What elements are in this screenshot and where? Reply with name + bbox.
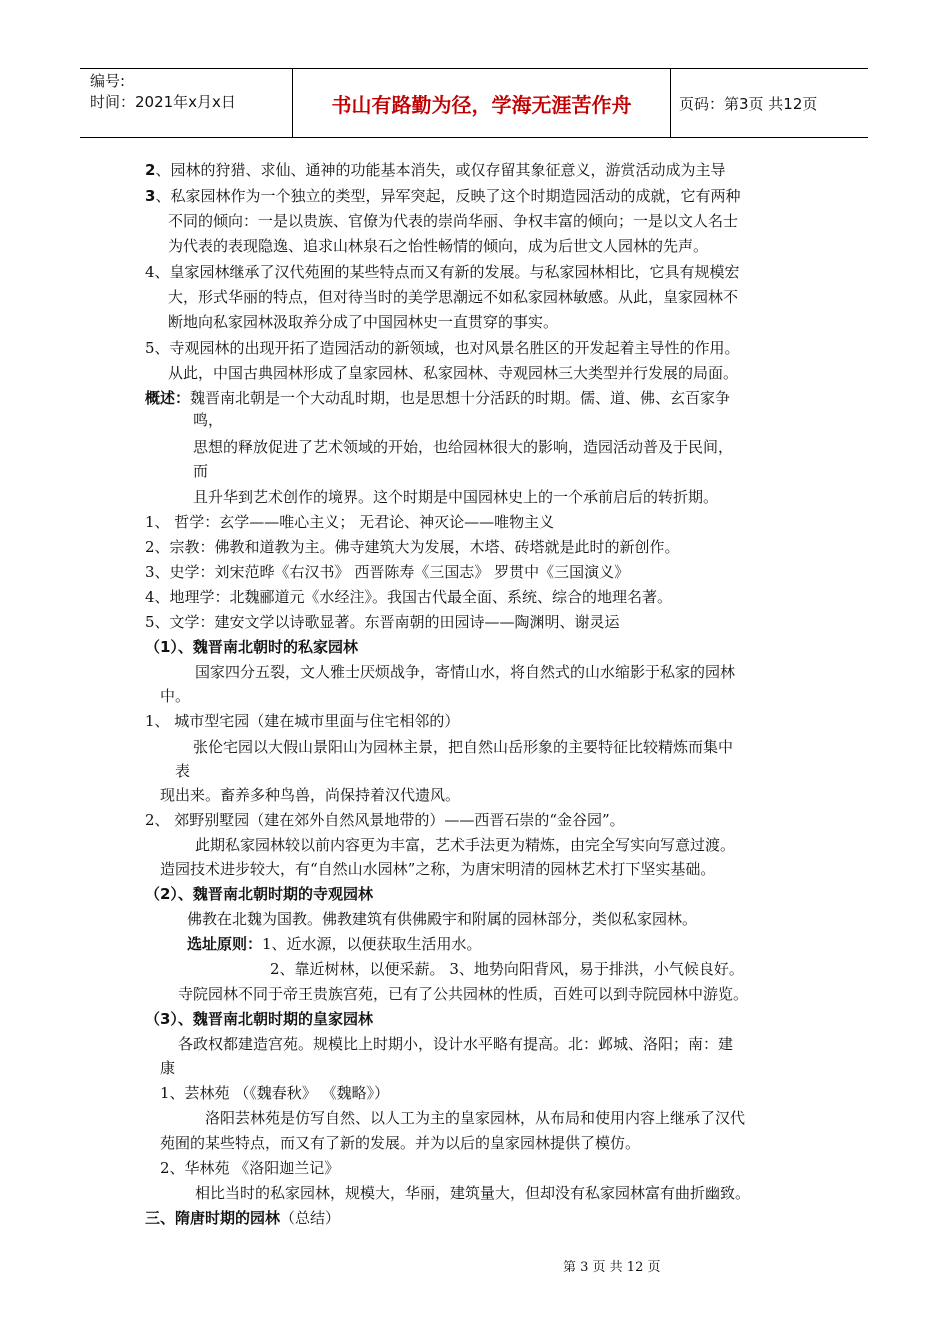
- text-line: 表: [175, 762, 191, 780]
- section-heading: [145, 1208, 340, 1228]
- heading-text: 三、隋唐时期的园林: [145, 1209, 281, 1227]
- section-heading: （3）、魏晋南北朝时期的皇家园林: [145, 1010, 373, 1028]
- text-line: 各政权都建造宫苑。规模比上时期小，设计水平略有提高。北：邺城、洛阳；南：建: [178, 1035, 734, 1053]
- text-line: 佛教在北魏为国教。佛教建筑有供佛殿宇和附属的园林部分，类似私家园林。: [187, 910, 698, 928]
- text-line: 2、靠近树林，以便采薪。 3、地势向阳背风，易于排洪，小气候良好。: [270, 960, 744, 978]
- item-number: 2: [145, 161, 156, 179]
- site-selection-label: 选址原则：: [187, 935, 263, 953]
- text-line: 相比当时的私家园林，规模大，华丽，建筑量大，但却没有私家园林富有曲折幽致。: [195, 1184, 751, 1202]
- text-line: 苑囿的某些特点，而又有了新的发展。并为以后的皇家园林提供了模仿。: [160, 1134, 641, 1152]
- text-line: 4、地理学：北魏郦道元《水经注》。我国古代最全面、系统、综合的地理名著。: [145, 588, 673, 606]
- text-line: 2、 郊野别墅园（建在郊外自然风景地带的）——西晋石崇的“金谷园”。: [145, 811, 625, 829]
- text-line: 不同的倾向：一是以贵族、官僚为代表的崇尚华丽、争权丰富的倾向；一是以文人名士: [168, 212, 739, 230]
- text-line: [145, 388, 730, 408]
- header-page-label: 页码：第3页 共12页: [679, 94, 818, 113]
- text-line: 且升华到艺术创作的境界。这个时期是中国园林史上的一个承前启后的转折期。: [193, 488, 719, 506]
- text-line: 造园技术进步较大，有“自然山水园林”之称，为唐宋明清的园林艺术打下坚实基础。: [160, 860, 716, 878]
- text-line: 而: [193, 462, 209, 480]
- text-line: 现出来。畜养多种鸟兽，尚保持着汉代遗风。: [160, 786, 461, 804]
- text-line: 寺院园林不同于帝王贵族宫苑，已有了公共园林的性质，百姓可以到寺院园林中游览。: [178, 985, 749, 1003]
- line-text: 、园林的狩猎、求仙、通神的功能基本消失，或仅存留其象征意义，游赏活动成为主导: [155, 161, 726, 179]
- text-line: 2、华林苑 《洛阳迦兰记》: [160, 1159, 340, 1177]
- text-line: [145, 186, 740, 206]
- item-number: 3: [145, 187, 156, 205]
- text-line: 张伦宅园以大假山景阳山为园林主景，把自然山岳形象的主要特征比较精炼而集中: [193, 738, 734, 756]
- heading-suffix: （总结）: [280, 1209, 341, 1227]
- text-line: 5、寺观园林的出现开拓了造园活动的新领域，也对风景名胜区的开发起着主导性的作用。: [145, 339, 740, 357]
- text-line: 5、文学：建安文学以诗歌显著。东晋南朝的田园诗——陶渊明、谢灵运: [145, 613, 620, 631]
- text-line: 思想的释放促进了艺术领域的开始，也给园林很大的影响，造园活动普及于民间，: [193, 438, 734, 456]
- line-text: 、私家园林作为一个独立的类型，异军突起，反映了这个时期造园活动的成就，它有两种: [155, 187, 741, 205]
- line-text: 1、近水源，以便获取生活用水。: [262, 935, 482, 953]
- text-line: 鸣，: [193, 411, 224, 429]
- text-line: 洛阳芸林苑是仿写自然、以人工为主的皇家园林，从布局和使用内容上继承了汉代: [205, 1109, 746, 1127]
- text-line: 断地向私家园林汲取养分成了中国园林史一直贯穿的事实。: [168, 313, 559, 331]
- section-heading: （1）、魏晋南北朝时的私家园林: [145, 638, 358, 656]
- text-line: 此期私家园林较以前内容更为丰富，艺术手法更为精炼，由完全写实向写意过渡。: [195, 836, 736, 854]
- text-line: 1、 哲学：玄学——唯心主义； 无君论、神灭论——唯物主义: [145, 513, 555, 531]
- time-label: 时间：2021年x月x日: [90, 93, 236, 111]
- text-line: [145, 160, 725, 180]
- overview-label: 概述：: [145, 389, 191, 407]
- text-line: 1、芸林苑 （《魏春秋》 《魏略》）: [160, 1084, 390, 1102]
- text-line: 大，形式华丽的特点，但对待当时的美学思潮远不如私家园林敏感。从此，皇家园林不: [168, 288, 739, 306]
- text-line: 康: [160, 1059, 176, 1077]
- text-line: 3、史学：刘宋范晔《右汉书》 西晋陈寿《三国志》 罗贯中《三国演义》: [145, 563, 630, 581]
- header-table: [80, 68, 868, 138]
- line-text: 魏晋南北朝是一个大动乱时期，也是思想十分活跃的时期。儒、道、佛、玄百家争: [190, 389, 731, 407]
- text-line: 4、皇家园林继承了汉代苑囿的某些特点而又有新的发展。与私家园林相比，它具有规模宏: [145, 263, 740, 281]
- text-line: 中。: [160, 687, 191, 705]
- text-line: 为代表的表现隐逸、追求山林泉石之怡性畅情的倾向，成为后世文人园林的先声。: [168, 237, 709, 255]
- header-meta: [80, 69, 293, 137]
- text-line: 1、 城市型宅园（建在城市里面与住宅相邻的）: [145, 712, 460, 730]
- header-motto: 书山有路勤为径，学海无涯苦作舟: [293, 69, 671, 137]
- text-line: 2、宗教：佛教和道教为主。佛寺建筑大为发展，木塔、砖塔就是此时的新创作。: [145, 538, 680, 556]
- page-footer: 第 3 页 共 12 页: [563, 1260, 661, 1275]
- text-line: [187, 934, 482, 954]
- text-line: 从此，中国古典园林形成了皇家园林、私家园林、寺观园林三大类型并行发展的局面。: [168, 364, 739, 382]
- section-heading: （2）、魏晋南北朝时期的寺观园林: [145, 885, 373, 903]
- number-label: 编号:: [90, 72, 126, 90]
- text-line: 国家四分五裂，文人雅士厌烦战争，寄情山水，将自然式的山水缩影于私家的园林: [195, 663, 736, 681]
